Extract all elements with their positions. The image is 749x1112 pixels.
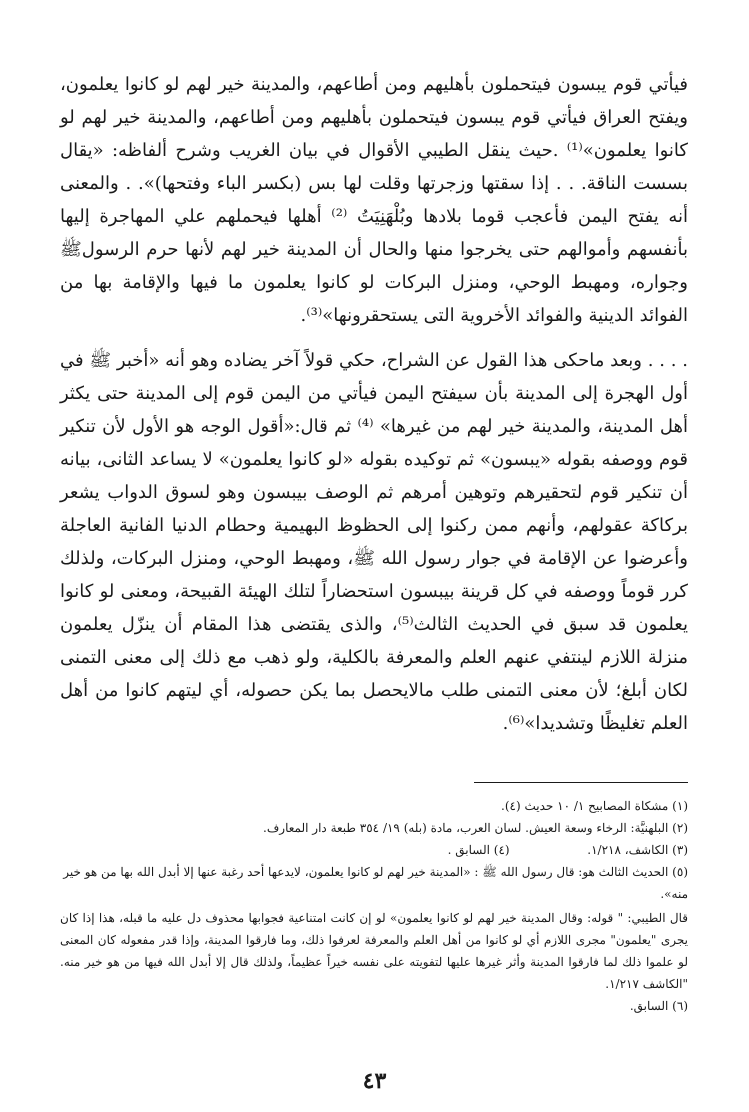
footnote-5: (٥) الحديث الثالث هو: قال رسول الله ﷺ : «المدينة خير لهم لو كانوا يعلمون، لايدعها أحد رغبة عنها إلا أبدل الله بها من هو خير منه». <box>63 865 688 901</box>
footnotes <box>60 795 688 1017</box>
page-number: ٤٣ <box>362 1068 387 1094</box>
footnote-5-commentary: قال الطيبي: " قوله: وقال المدينة خير لهم لو كانوا يعلمون» لو إن كانت امتناعية فجوابها محذوف دل عليه ما قبله، هذا إذا كان يجرى "يعلمون" مجرى اللازم أي لو كانوا من أهل العلم والمعرفة لعرفوا ذلك، وما فارقوا المدينة، وإذا قدر مفعوله كان المعنى لو علموا ذلك لما فارقوا المدينة وأثر غيرها عليها لتفويته على نفسه خيراً عظيماً، ولذلك قال إلا أبدل الله فيها من هو خير منه. "الكاشف ١/٢١٧. <box>60 911 688 991</box>
footnote-3-4 <box>60 839 688 861</box>
main-text <box>60 68 688 740</box>
footnote-6: (٦) السابق. <box>629 999 688 1013</box>
footnote-1: (١) مشكاة المصابيح ١/ ١٠ حديث (٤). <box>501 799 688 813</box>
paragraph-1: فيأتي قوم يبسون فيتحملون بأهليهم ومن أطاعهم، والمدينة خير لهم لو كانوا يعلمون، ويفتح العراق فيأتي قوم يبسون فيتحملون بأهليهم ومن أطاعهم، والمدينة خير لهم لو كانوا يعلمون»⁽¹⁾ .حيث ينقل الطيبي الأقوال في بيان الغريب وشرح ألفاظه: «يقال بسست الناقة. . . إذا سقتها وزجرتها وقلت لها بس (بكسر الباء وفتحها)». . والمعنى أنه يفتح اليمن فأعجب قوما بلادها وبُلْهَنِيَتُ ⁽²⁾ أهلها فيحملهم علي المهاجرة إليها بأنفسهم وأموالهم حتى يخرجوا منها والحال أن المدينة خير لهم لأنها حرم الرسولﷺ وجواره، ومهبط الوحي، ومنزل البركات لو كانوا يعلمون ما فيها والإقامة بها من الفوائد الدينية والفوائد الأخروية التى يستحقرونها»⁽³⁾. <box>60 74 689 326</box>
footnote-3: (٣) الكاشف، ١/٢١٨. <box>587 843 688 857</box>
footnote-divider <box>474 782 688 783</box>
footnote-4: (٤) السابق . <box>447 843 510 857</box>
footnote-2: (٢) البلهنيَّة: الرخاء وسعة العيش. لسان العرب، مادة (بله) ١٩/ ٣٥٤ طبعة دار المعارف. <box>263 821 688 835</box>
paragraph-2: . . . . وبعد ماحكى هذا القول عن الشراح، حكي قولاً آخر يضاده وهو أنه «أخبر ﷺ في أول الهجرة إلى المدينة بأن سيفتح اليمن فيأتي من اليمن قوم إلى المدينة حتى يكثر أهل المدينة، والمدينة خير لهم من غيرها» ⁽⁴⁾ ثم قال:«أقول الوجه هو الأول لأن تنكير قوم ووصفه بقوله «يبسون» ثم توكيده بقوله «لو كانوا يعلمون» لا يساعد الثانى، بيانه أن تنكير قوم لتحقيرهم وتوهين أمرهم ثم الوصف بيبسون وهو لسوق الدواب يشعر بركاكة عقولهم، وأنهم ممن ركنوا إلى الحظوظ البهيمية وحطام الدنيا الفانية العاجلة وأعرضوا عن الإقامة في جوار رسول الله ﷺ، ومهبط الوحي، ومنزل البركات، ولذلك كرر قوماً ووصفه في كل قرينة بيبسون استحضاراً لتلك الهيئة القبيحة، ومعنى لو كانوا يعلمون قد سبق في الحديث الثالث⁽⁵⁾، والذى يقتضى هذا المقام أن ينزّل يعلمون منزلة اللازم لينتفي عنهم العلم والمعرفة بالكلية، ولو ذهب مع ذلك إلى معنى التمنى لكان أبلغ؛ لأن معنى التمنى طلب مالايحصل بما يكن حصوله، أي ليتهم كانوا من أهل العلم تغليظًا وتشديدا»⁽⁶⁾. <box>60 350 689 734</box>
